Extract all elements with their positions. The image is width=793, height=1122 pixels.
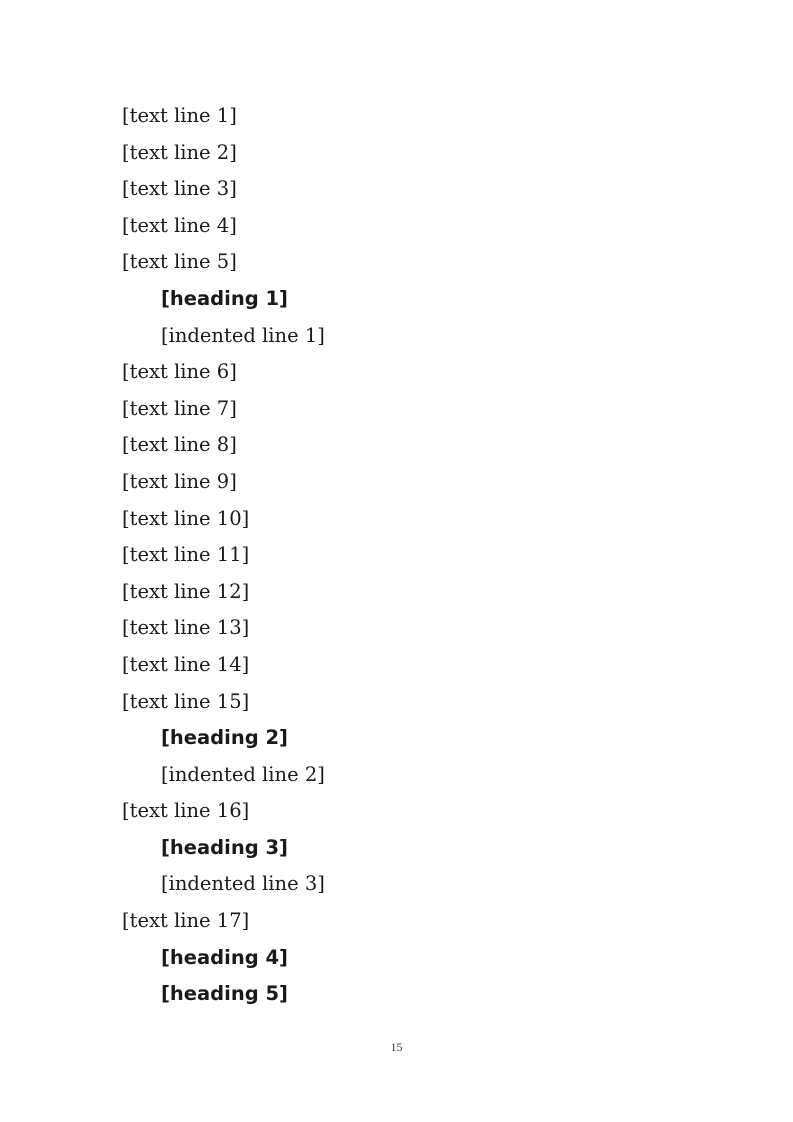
page-number: 15 [390, 1040, 403, 1054]
text-line: [text line 8] [122, 433, 237, 457]
text-line: [text line 17] [122, 909, 250, 933]
text-line: [text line 5] [122, 250, 237, 274]
section-heading-9: [heading 4] [161, 945, 288, 969]
text-line: [text line 3] [122, 177, 237, 201]
text-line: [text line 16] [122, 799, 250, 823]
text-line: [text line 11] [122, 543, 250, 567]
paragraph-start: [indented line 2] [161, 762, 325, 786]
text-line: [text line 1] [122, 104, 237, 127]
text-line: [text line 9] [122, 469, 237, 493]
text-line: [text line 4] [122, 213, 237, 237]
text-line: [text line 2] [122, 140, 237, 164]
text-line: [text line 6] [122, 360, 237, 384]
section-heading-7: [heading 2] [161, 726, 288, 750]
text-line: [text line 7] [122, 396, 237, 420]
paragraph-start: [indented line 3] [161, 872, 325, 896]
text-line: [text line 13] [122, 616, 250, 640]
text-line: [text line 12] [122, 579, 250, 603]
text-line: [text line 14] [122, 652, 250, 676]
text-line: [text line 10] [122, 506, 250, 530]
subsection-heading-1: [heading 5] [161, 982, 288, 1006]
section-heading-6: [heading 1] [161, 286, 288, 310]
paragraph-start: [indented line 1] [161, 323, 325, 347]
document-body [122, 98, 682, 1013]
section-heading-8: [heading 3] [161, 835, 288, 859]
text-line: [text line 15] [122, 689, 250, 713]
